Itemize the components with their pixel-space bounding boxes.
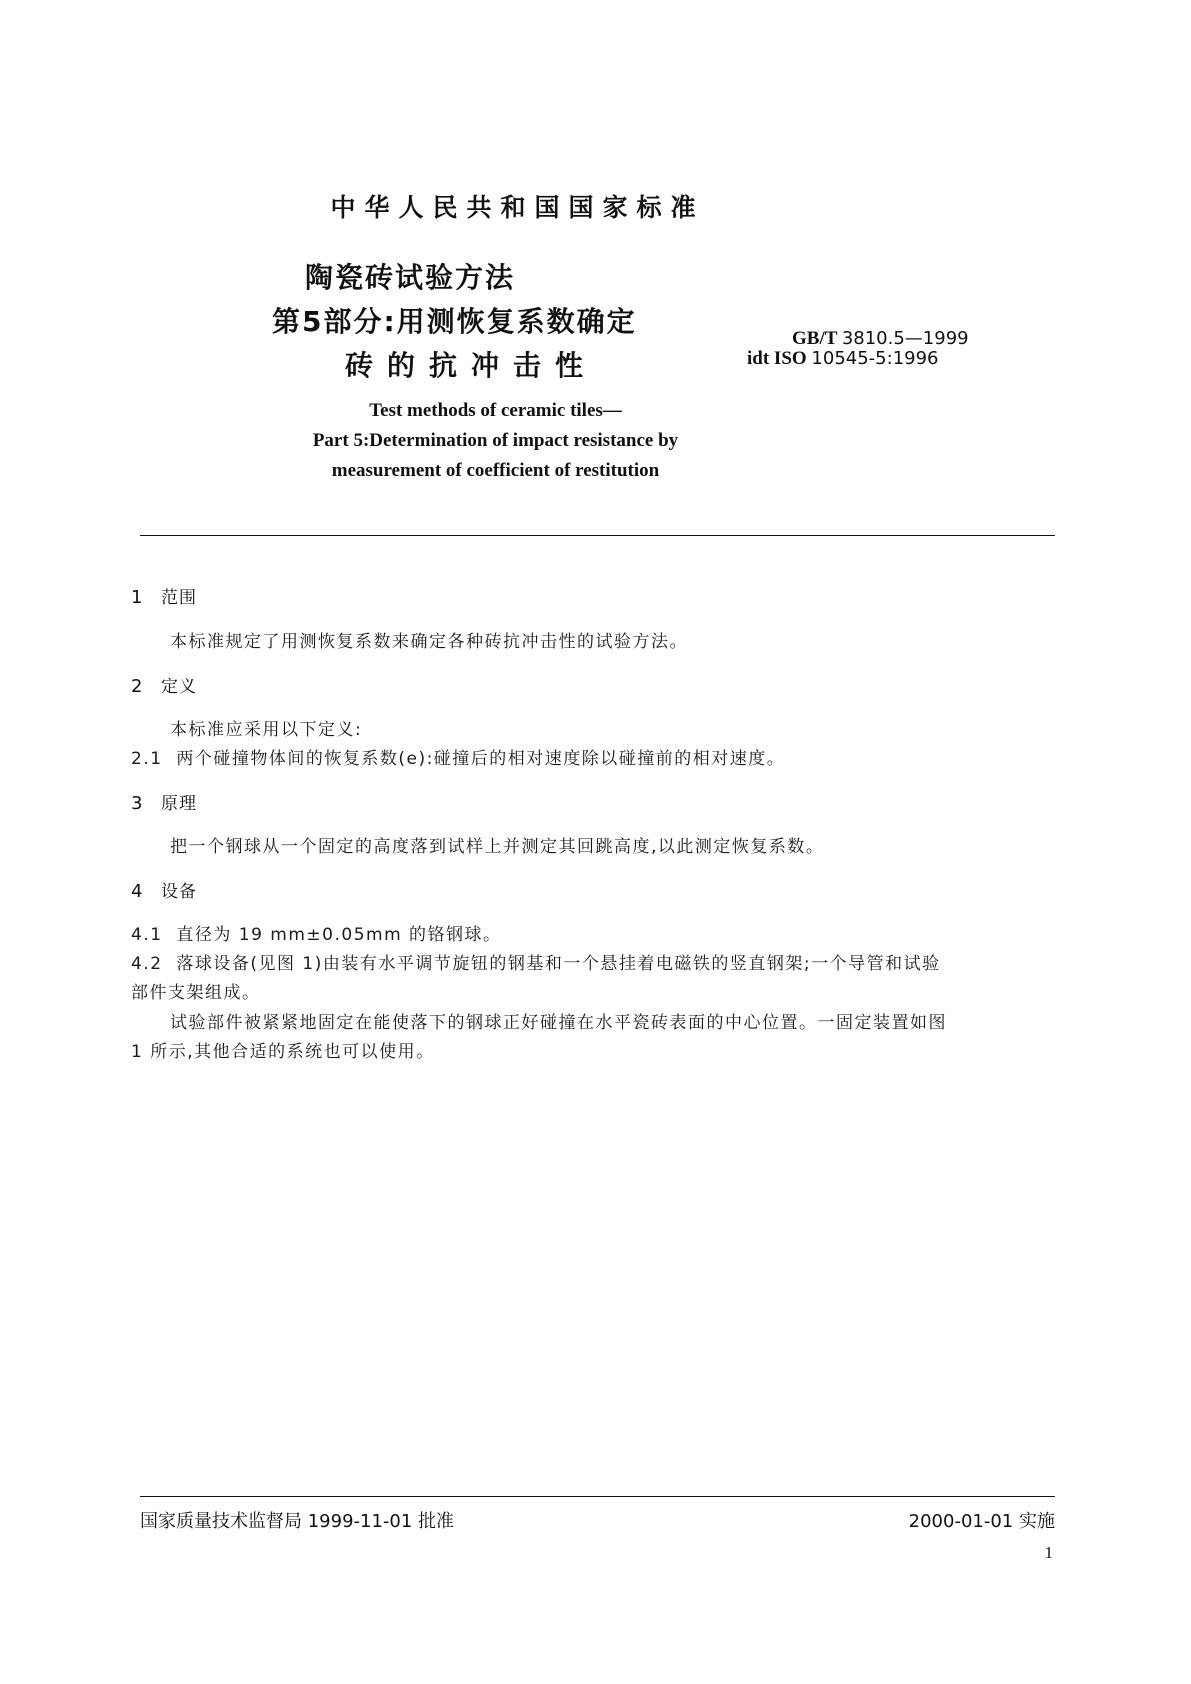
section-4-title: 设备 [161, 882, 197, 902]
standard-prefix: GB/T [792, 328, 838, 349]
section-1-heading [131, 583, 197, 608]
idt-number: 10545-5:1996 [811, 348, 939, 369]
section-1-number: 1 [131, 587, 144, 608]
clause-4-2-line1 [131, 949, 941, 974]
page-number: 1 [1044, 1543, 1053, 1562]
idt-code [747, 348, 939, 370]
footer-divider [140, 1496, 1055, 1497]
national-standard-heading: 中华人民共和国国家标准 [330, 193, 705, 222]
clause-2-1-number: 2.1 [131, 749, 163, 769]
title-cn-line1: 陶瓷砖试验方法 [305, 261, 516, 294]
clause-4-1-text: 直径为 19 mm±0.05mm 的铬钢球。 [176, 925, 502, 945]
section-2-paragraph: 本标准应采用以下定义: [170, 720, 363, 740]
section-4-paragraph-line2: 1 所示,其他合适的系统也可以使用。 [131, 1042, 435, 1062]
header-divider [140, 535, 1055, 536]
title-en-line3: measurement of coefficient of restitution [331, 460, 660, 481]
section-4-paragraph-line1: 试验部件被紧紧地固定在能使落下的钢球正好碰撞在水平瓷砖表面的中心位置。一固定装置如图 [170, 1013, 947, 1033]
standard-code [792, 328, 969, 350]
standard-number: 3810.5—1999 [841, 328, 969, 349]
title-cn-line3: 砖的抗冲击性 [345, 349, 598, 382]
section-3-title: 原理 [161, 794, 197, 814]
section-1-paragraph: 本标准规定了用测恢复系数来确定各种砖抗冲击性的试验方法。 [170, 632, 688, 652]
clause-4-2-number: 4.2 [131, 954, 163, 974]
clause-4-1-number: 4.1 [131, 925, 163, 945]
title-cn-line2: 第5部分:用测恢复系数确定 [272, 305, 637, 338]
section-1-title: 范围 [161, 588, 197, 608]
idt-prefix: idt ISO [747, 348, 807, 369]
section-3-heading [131, 789, 197, 814]
title-en-line2: Part 5:Determination of impact resistance by [312, 430, 679, 451]
clause-2-1-text: 两个碰撞物体间的恢复系数(e):碰撞后的相对速度除以碰撞前的相对速度。 [176, 749, 786, 769]
section-2-heading [131, 672, 197, 697]
section-4-heading [131, 877, 197, 902]
clause-4-2-text: 落球设备(见图 1)由装有水平调节旋钮的钢基和一个悬挂着电磁铁的竖直钢架;一个导管和试验 [176, 954, 941, 974]
implementation-date: 2000-01-01 实施 [908, 1511, 1055, 1532]
clause-4-1 [131, 920, 502, 945]
section-2-title: 定义 [161, 677, 197, 697]
section-3-paragraph: 把一个钢球从一个固定的高度落到试样上并测定其回跳高度,以此测定恢复系数。 [170, 837, 825, 857]
approval-note: 国家质量技术监督局 1999-11-01 批准 [140, 1511, 455, 1532]
section-3-number: 3 [131, 793, 144, 814]
clause-4-2-line2: 部件支架组成。 [131, 983, 261, 1003]
section-2-number: 2 [131, 676, 144, 697]
section-4-number: 4 [131, 881, 144, 902]
title-en-line1: Test methods of ceramic tiles— [369, 400, 622, 421]
clause-2-1 [131, 744, 785, 769]
